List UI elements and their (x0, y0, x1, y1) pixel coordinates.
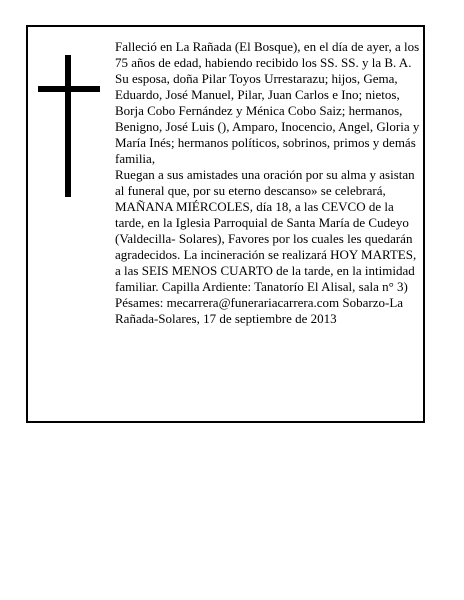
obituary-paragraph-death: Falleció en La Rañada (El Bosque), en el día de ayer, a los 75 años de edad, habiendo recibido los SS. SS. y la B. A. (115, 39, 420, 70)
obituary-paragraph-condolences: Pésames: mecarrera@funerariacarrera.com Sobarzo-La Rañada-Solares, 17 de septiembre de 2013 (115, 295, 404, 326)
obituary-paragraph-family: Su esposa, doña Pilar Toyos Urrestarazu; hijos, Gema, Eduardo, José Manuel, Pilar, Juan Carlos e Ino; nietos, Borja Cobo Fernández y Ménica Cobo Saiz; hermanos, Benigno, José Luis (), Amparo, Inocencio, Angel, Gloria y María Inés; hermanos políticos, sobrinos, primos y demás familia, (115, 71, 420, 166)
cross-icon (38, 55, 100, 197)
obituary-text (115, 39, 420, 327)
cross-vertical-bar (65, 55, 71, 197)
obituary-paragraph-funeral: Ruegan a sus amistades una oración por su alma y asistan al funeral que, por su eterno descanso» se celebrará, MAÑANA MIÉRCOLES, día 18, a las CEVCO de la tarde, en la Iglesia Parroquial de Santa María de Cudeyo (Valdecilla- Solares), Favores por los cuales les quedarán agradecidos. La incineración se realizará HOY MARTES, a las SEIS MENOS CUARTO de la tarde, en la intimidad familiar. Capilla Ardiente: Tanatorío El Alisal, sala n° 3) (115, 167, 417, 294)
cross-horizontal-bar (38, 86, 100, 92)
obituary-card (26, 25, 425, 423)
